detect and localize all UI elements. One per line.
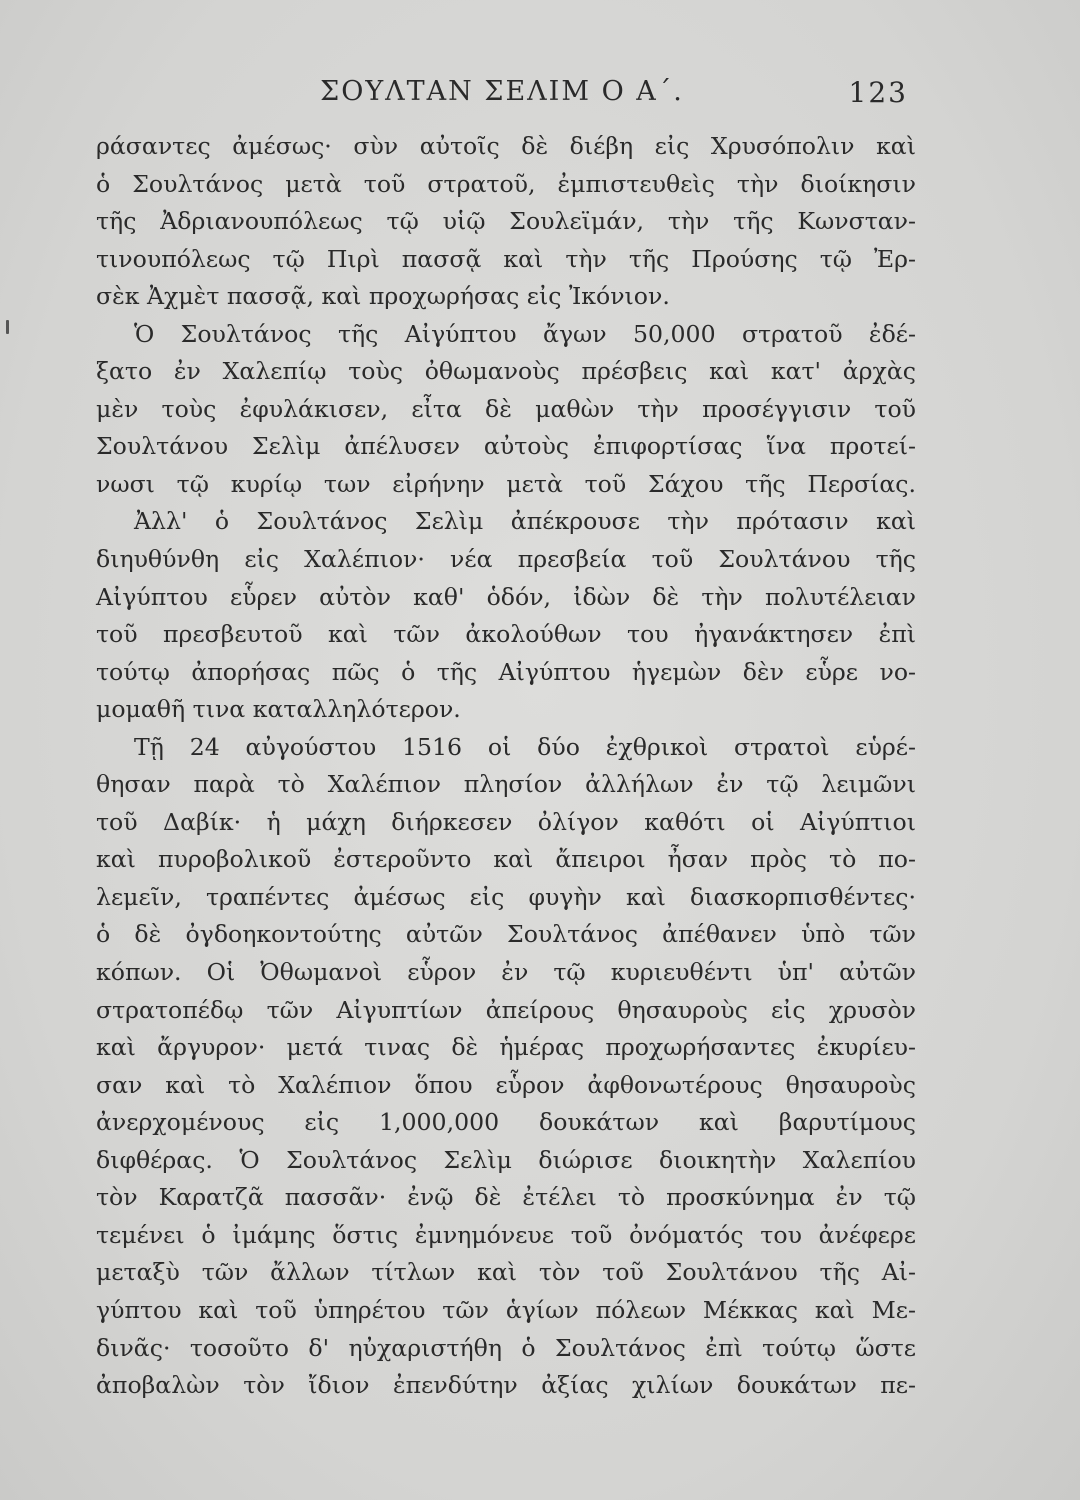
text-line: τοῦ Δαβίκ· ἡ μάχη διήρκεσεν ὀλίγον καθότι οἱ Αἰγύπτιοι bbox=[96, 807, 916, 836]
text-line: γύπτου καὶ τοῦ ὑπηρέτου τῶν ἁγίων πόλεων Μέκκας καὶ Με- bbox=[96, 1295, 916, 1324]
text-line: τὸν Καρατζᾶ πασσᾶν· ἐνῷ δὲ ἐτέλει τὸ προσκύνημα ἐν τῷ bbox=[96, 1183, 916, 1212]
page-number: 123 bbox=[848, 76, 908, 109]
text-line: τεμένει ὁ ἰμάμης ὅστις ἐμνημόνευε τοῦ ὀνόματός του ἀνέφερε bbox=[96, 1220, 916, 1249]
running-title: ΣΟΥΛΤΑΝ ΣΕΛΙΜ Ο Α΄. bbox=[320, 76, 684, 107]
text-line: δινᾶς· τοσοῦτο δ' ηὐχαριστήθη ὁ Σουλτάνος ἐπὶ τούτῳ ὥστε bbox=[96, 1333, 916, 1362]
text-line: τούτῳ ἀπορήσας πῶς ὁ τῆς Αἰγύπτου ἡγεμὼν δὲν εὗρε νο- bbox=[96, 657, 916, 686]
text-line: μὲν τοὺς ἐφυλάκισεν, εἶτα δὲ μαθὼν τὴν προσέγγισιν τοῦ bbox=[96, 394, 916, 423]
text-line: στρατοπέδῳ τῶν Αἰγυπτίων ἀπείρους θησαυροὺς εἰς χρυσὸν bbox=[96, 995, 916, 1024]
text-line: σὲκ Ἀχμὲτ πασσᾷ, καὶ προχωρήσας εἰς Ἰκόνιον. bbox=[96, 282, 670, 311]
text-line: ὁ Σουλτάνος μετὰ τοῦ στρατοῦ, ἐμπιστευθεὶς τὴν διοίκησιν bbox=[96, 169, 916, 198]
paragraph-start-line: Ὁ Σουλτάνος τῆς Αἰγύπτου ἄγων 50,000 στρατοῦ ἐδέ- bbox=[134, 319, 916, 348]
binding-mark bbox=[6, 320, 9, 334]
text-line: διφθέρας. Ὁ Σουλτάνος Σελὶμ διώρισε διοικητὴν Χαλεπίου bbox=[96, 1145, 916, 1174]
text-line: κόπων. Οἱ Ὀθωμανοὶ εὗρον ἐν τῷ κυριευθέντι ὑπ' αὐτῶν bbox=[96, 958, 916, 987]
text-line: νωσι τῷ κυρίῳ των εἰρήνην μετὰ τοῦ Σάχου τῆς Περσίας. bbox=[96, 469, 916, 498]
paragraph-start-line: Τῇ 24 αὐγούστου 1516 οἱ δύο ἐχθρικοὶ στρατοὶ εὑρέ- bbox=[134, 732, 916, 761]
text-line: λεμεῖν, τραπέντες ἀμέσως εἰς φυγὴν καὶ διασκορπισθέντες· bbox=[96, 882, 916, 911]
text-line: ὁ δὲ ὀγδοηκοντούτης αὐτῶν Σουλτάνος ἀπέθανεν ὑπὸ τῶν bbox=[96, 920, 916, 949]
text-line: θησαν παρὰ τὸ Χαλέπιον πλησίον ἀλλήλων ἐν τῷ λειμῶνι bbox=[96, 770, 916, 799]
text-line: διηυθύνθη εἰς Χαλέπιον· νέα πρεσβεία τοῦ Σουλτάνου τῆς bbox=[96, 545, 916, 574]
text-line: τινουπόλεως τῷ Πιρὶ πασσᾷ καὶ τὴν τῆς Προύσης τῷ Ἐρ- bbox=[96, 244, 916, 273]
text-line: μεταξὺ τῶν ἄλλων τίτλων καὶ τὸν τοῦ Σουλτάνου τῆς Αἰ- bbox=[96, 1258, 916, 1287]
text-line: ράσαντες ἀμέσως· σὺν αὐτοῖς δὲ διέβη εἰς Χρυσόπολιν καὶ bbox=[96, 132, 916, 160]
text-line: τῆς Ἀδριανουπόλεως τῷ υἱῷ Σουλεϊμάν, τὴν τῆς Κωνσταν- bbox=[96, 207, 916, 236]
text-line: καὶ ἄργυρον· μετά τινας δὲ ἡμέρας προχωρήσαντες ἐκυρίευ- bbox=[96, 1033, 916, 1062]
text-line: ξατο ἐν Χαλεπίῳ τοὺς ὀθωμανοὺς πρέσβεις καὶ κατ' ἀρχὰς bbox=[96, 357, 916, 386]
text-line: Σουλτάνου Σελὶμ ἀπέλυσεν αὐτοὺς ἐπιφορτίσας ἵνα προτεί- bbox=[96, 432, 916, 461]
body-text bbox=[96, 128, 916, 1405]
text-line: καὶ πυροβολικοῦ ἐστεροῦντο καὶ ἄπειροι ἦσαν πρὸς τὸ πο- bbox=[96, 845, 916, 874]
text-line: τοῦ πρεσβευτοῦ καὶ τῶν ἀκολούθων του ἠγανάκτησεν ἐπὶ bbox=[96, 620, 916, 649]
text-line: μομαθῆ τινα καταλληλότερον. bbox=[96, 695, 461, 724]
text-line: ἀποβαλὼν τὸν ἴδιον ἐπενδύτην ἀξίας χιλίων δουκάτων πε- bbox=[96, 1371, 916, 1400]
text-line: Αἰγύπτου εὗρεν αὐτὸν καθ' ὁδόν, ἰδὼν δὲ τὴν πολυτέλειαν bbox=[96, 582, 916, 611]
page-header bbox=[96, 72, 908, 112]
paragraph-start-line: Ἀλλ' ὁ Σουλτάνος Σελὶμ ἀπέκρουσε τὴν πρότασιν καὶ bbox=[134, 507, 916, 536]
text-line: σαν καὶ τὸ Χαλέπιον ὅπου εὗρον ἀφθονωτέρους θησαυροὺς bbox=[96, 1070, 916, 1099]
text-line: ἀνερχομένους εἰς 1,000,000 δουκάτων καὶ βαρυτίμους bbox=[96, 1108, 916, 1137]
